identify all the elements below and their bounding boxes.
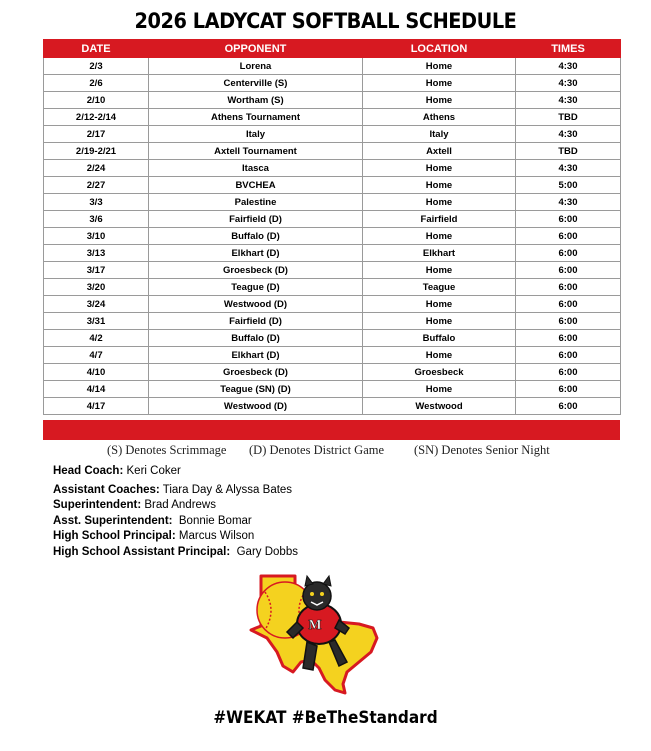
cell-time: 6:00 (516, 296, 621, 313)
cell-date: 2/6 (44, 75, 149, 92)
cell-time: 6:00 (516, 245, 621, 262)
legend-district: (D) Denotes District Game (249, 443, 385, 457)
table-row (44, 347, 621, 364)
table-row (44, 330, 621, 347)
cell-time: 6:00 (516, 211, 621, 228)
legend-scrimmage: (S) Denotes Scrimmage (107, 443, 227, 457)
cell-time: 4:30 (516, 58, 621, 75)
column-header-times: TIMES (516, 40, 621, 58)
staff-principal (53, 529, 298, 545)
cell-opponent: Groesbeck (D) (149, 364, 363, 381)
cell-opponent: Itasca (149, 160, 363, 177)
staff-superintendent (53, 498, 298, 514)
cell-location: Buffalo (363, 330, 516, 347)
cell-time: 6:00 (516, 381, 621, 398)
cell-date: 2/3 (44, 58, 149, 75)
cell-opponent: Groesbeck (D) (149, 262, 363, 279)
legend (107, 443, 550, 458)
cell-location: Elkhart (363, 245, 516, 262)
table-row (44, 211, 621, 228)
cell-location: Home (363, 296, 516, 313)
cell-opponent: Teague (D) (149, 279, 363, 296)
ladycat-texas-logo (247, 572, 387, 697)
cell-location: Home (363, 58, 516, 75)
column-header-opponent: OPPONENT (149, 40, 363, 58)
cell-date: 2/24 (44, 160, 149, 177)
table-row (44, 177, 621, 194)
staff-value: Brad Andrews (144, 499, 216, 511)
cell-time: 6:00 (516, 364, 621, 381)
table-header-row (44, 40, 621, 58)
cell-location: Home (363, 177, 516, 194)
cell-date: 4/7 (44, 347, 149, 364)
table-row (44, 313, 621, 330)
column-header-date: DATE (44, 40, 149, 58)
cell-opponent: Palestine (149, 194, 363, 211)
staff-asst-principal (53, 545, 298, 561)
cell-location: Home (363, 381, 516, 398)
table-row (44, 126, 621, 143)
cell-location: Fairfield (363, 211, 516, 228)
cell-location: Athens (363, 109, 516, 126)
table-row (44, 58, 621, 75)
cell-opponent: Wortham (S) (149, 92, 363, 109)
table-row (44, 262, 621, 279)
hashtag-slogan: #WEKAT #BeTheStandard (213, 708, 438, 728)
cell-opponent: Fairfield (D) (149, 211, 363, 228)
cell-date: 3/20 (44, 279, 149, 296)
table-row (44, 228, 621, 245)
cell-location: Home (363, 75, 516, 92)
table-row (44, 296, 621, 313)
staff-label: High School Assistant Principal: (53, 545, 231, 558)
cell-time: 6:00 (516, 398, 621, 415)
staff-label: Superintendent: (53, 499, 142, 511)
cell-location: Home (363, 313, 516, 330)
cell-time: 4:30 (516, 126, 621, 143)
cell-opponent: BVCHEA (149, 177, 363, 194)
page-title: 2026 LADYCAT SOFTBALL SCHEDULE (134, 9, 517, 33)
cell-time: 4:30 (516, 194, 621, 211)
cell-opponent: Buffalo (D) (149, 228, 363, 245)
cell-time: 6:00 (516, 347, 621, 364)
column-header-location: LOCATION (363, 40, 516, 58)
cell-location: Groesbeck (363, 364, 516, 381)
cell-date: 3/10 (44, 228, 149, 245)
cell-location: Home (363, 347, 516, 364)
cell-date: 4/14 (44, 381, 149, 398)
cell-opponent: Lorena (149, 58, 363, 75)
cell-location: Home (363, 194, 516, 211)
cell-location: Home (363, 228, 516, 245)
table-row (44, 194, 621, 211)
staff-asst-superintendent (53, 514, 298, 530)
cell-date: 2/12-2/14 (44, 109, 149, 126)
cell-location: Axtell (363, 143, 516, 160)
cell-opponent: Axtell Tournament (149, 143, 363, 160)
cell-opponent: Westwood (D) (149, 398, 363, 415)
cell-opponent: Elkhart (D) (149, 347, 363, 364)
cell-date: 4/2 (44, 330, 149, 347)
cell-opponent: Buffalo (D) (149, 330, 363, 347)
schedule-table (43, 39, 621, 415)
staff-label: Head Coach: (53, 465, 124, 477)
table-row (44, 109, 621, 126)
staff-value: Gary Dobbs (236, 545, 298, 558)
table-row (44, 279, 621, 296)
cell-date: 2/19-2/21 (44, 143, 149, 160)
cell-opponent: Fairfield (D) (149, 313, 363, 330)
cell-location: Westwood (363, 398, 516, 415)
cell-location: Home (363, 262, 516, 279)
staff-list (53, 464, 298, 560)
staff-label: Assistant Coaches: (53, 483, 160, 496)
schedule-body (44, 58, 621, 415)
cell-location: Home (363, 92, 516, 109)
table-row (44, 92, 621, 109)
cell-opponent: Westwood (D) (149, 296, 363, 313)
cell-location: Italy (363, 126, 516, 143)
cell-time: 6:00 (516, 313, 621, 330)
cell-time: 4:30 (516, 160, 621, 177)
table-row (44, 143, 621, 160)
cell-time: 6:00 (516, 262, 621, 279)
table-row (44, 245, 621, 262)
cell-location: Home (363, 160, 516, 177)
cell-date: 3/24 (44, 296, 149, 313)
cell-location: Teague (363, 279, 516, 296)
cell-date: 4/10 (44, 364, 149, 381)
staff-head-coach (53, 464, 298, 480)
table-row (44, 75, 621, 92)
cell-time: 6:00 (516, 330, 621, 347)
staff-label: Asst. Superintendent: (53, 514, 173, 527)
cell-date: 4/17 (44, 398, 149, 415)
staff-value: Bonnie Bomar (178, 514, 252, 527)
cell-date: 3/31 (44, 313, 149, 330)
cell-date: 3/13 (44, 245, 149, 262)
staff-value: Marcus Wilson (178, 530, 255, 542)
staff-label: High School Principal: (53, 530, 176, 542)
table-row (44, 364, 621, 381)
cell-opponent: Teague (SN) (D) (149, 381, 363, 398)
cell-time: TBD (516, 109, 621, 126)
cell-opponent: Athens Tournament (149, 109, 363, 126)
cell-time: 5:00 (516, 177, 621, 194)
cell-time: 4:30 (516, 92, 621, 109)
cell-date: 3/3 (44, 194, 149, 211)
cell-date: 3/17 (44, 262, 149, 279)
cell-time: 4:30 (516, 75, 621, 92)
staff-value: Tiara Day & Alyssa Bates (162, 483, 293, 496)
cell-time: TBD (516, 143, 621, 160)
cell-opponent: Italy (149, 126, 363, 143)
cell-opponent: Centerville (S) (149, 75, 363, 92)
cell-opponent: Elkhart (D) (149, 245, 363, 262)
cell-date: 2/17 (44, 126, 149, 143)
table-row (44, 160, 621, 177)
cell-date: 2/10 (44, 92, 149, 109)
legend-senior-night: (SN) Denotes Senior Night (414, 443, 550, 457)
table-row (44, 381, 621, 398)
cell-time: 6:00 (516, 228, 621, 245)
table-footer-bar (43, 420, 620, 440)
staff-value: Keri Coker (126, 465, 181, 477)
table-row (44, 398, 621, 415)
cell-date: 3/6 (44, 211, 149, 228)
staff-assistant-coaches (53, 483, 298, 499)
svg-text:M: M (308, 618, 322, 633)
cell-time: 6:00 (516, 279, 621, 296)
cell-date: 2/27 (44, 177, 149, 194)
